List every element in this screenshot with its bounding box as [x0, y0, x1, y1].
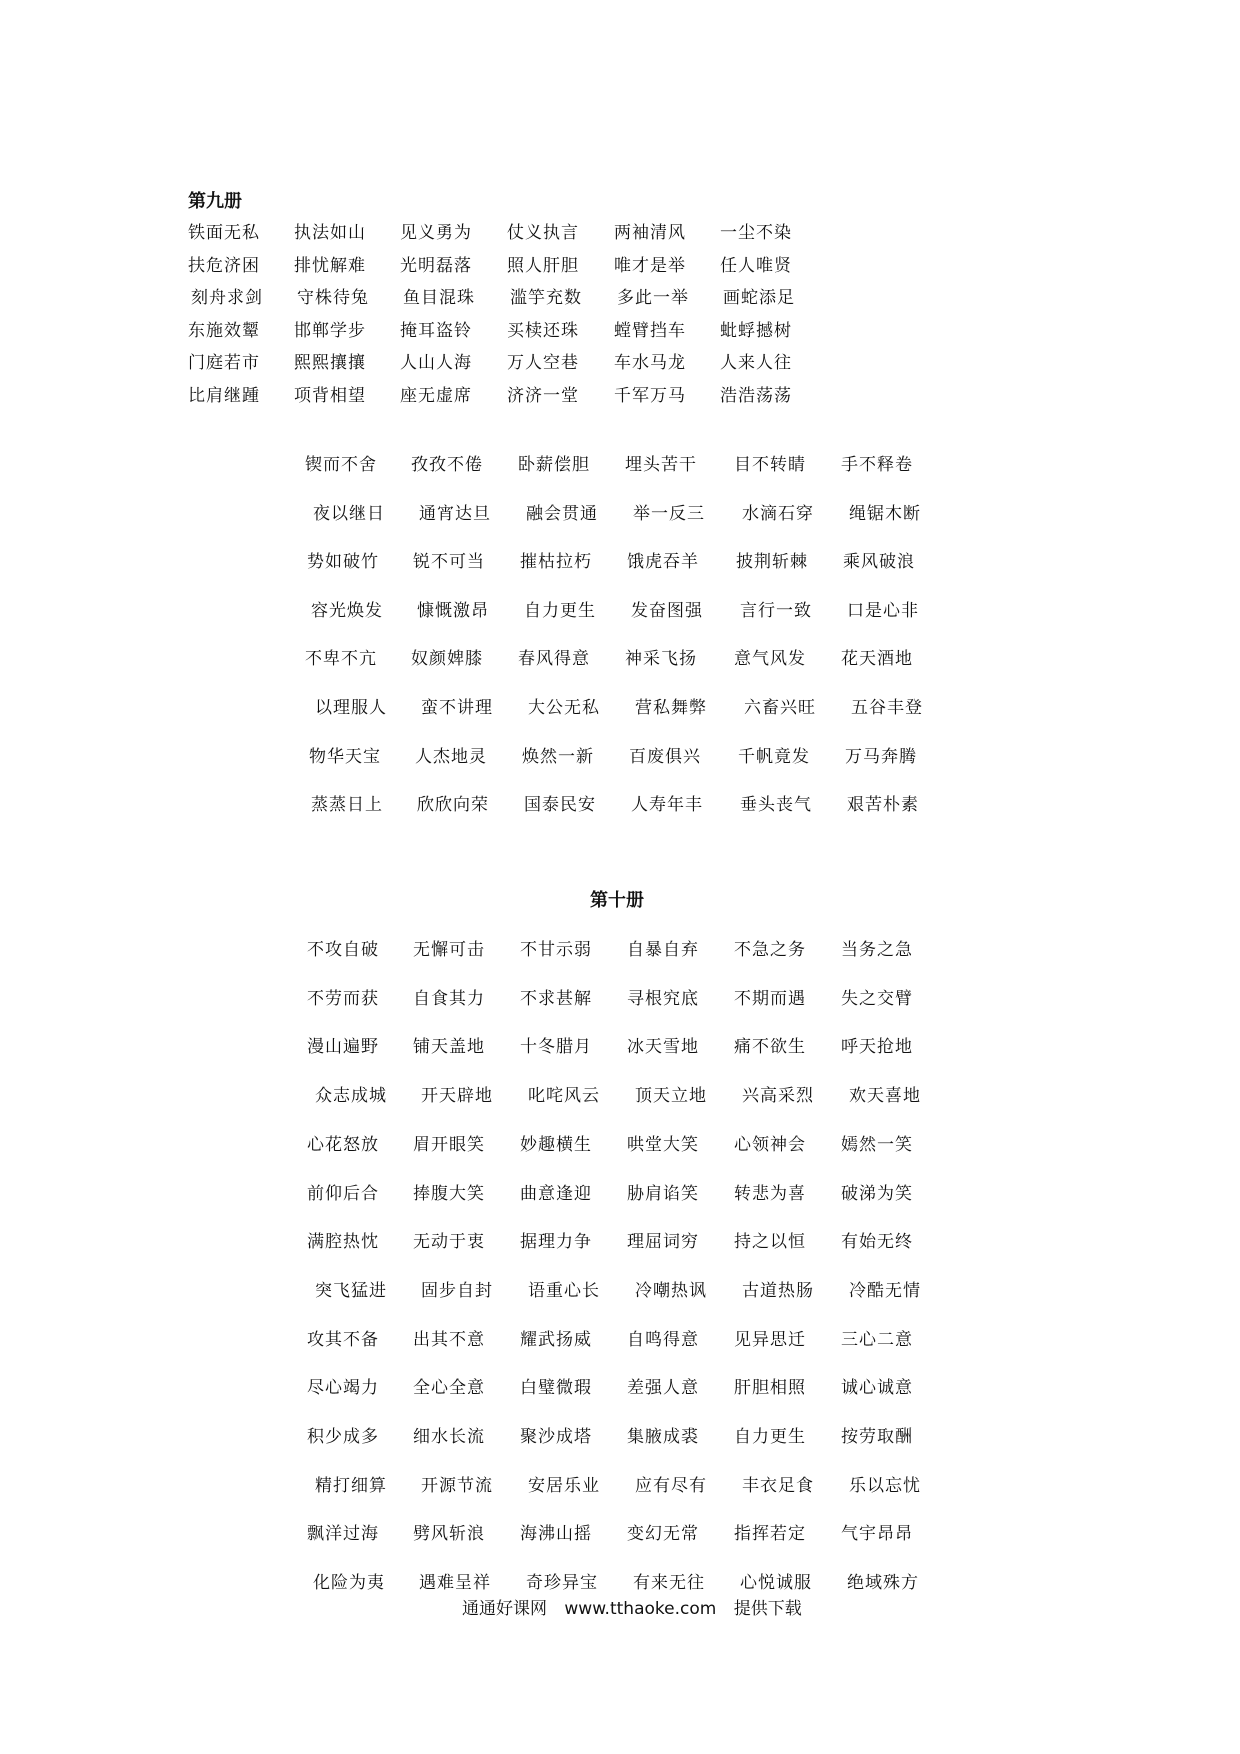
idiom-cell: 顶天立地 — [635, 1086, 707, 1107]
idiom-cell: 细水长流 — [413, 1427, 485, 1447]
idiom-cell: 自力更生 — [524, 600, 596, 621]
idiom-cell: 锲而不舍 — [305, 455, 377, 475]
idiom-cell: 埋头苦干 — [625, 455, 697, 475]
idiom-cell: 海沸山摇 — [520, 1524, 592, 1545]
idiom-cell: 锐不可当 — [413, 552, 485, 573]
idiom-cell: 冷酷无情 — [849, 1280, 921, 1301]
idiom-cell: 不攻自破 — [307, 940, 379, 960]
idiom-cell: 五谷丰登 — [851, 698, 923, 718]
idiom-cell: 嫣然一笑 — [841, 1134, 913, 1155]
idiom-cell: 哄堂大笑 — [627, 1134, 699, 1155]
idiom-cell: 自暴自弃 — [627, 940, 699, 960]
idiom-cell: 蛮不讲理 — [421, 698, 493, 718]
idiom-cell: 飘洋过海 — [307, 1524, 379, 1545]
idiom-cell: 口是心非 — [847, 600, 919, 621]
idiom-cell: 呼天抢地 — [841, 1037, 913, 1058]
idiom-cell: 丰衣足食 — [742, 1475, 814, 1496]
idiom-cell: 三心二意 — [841, 1329, 913, 1350]
idiom-cell: 心花怒放 — [307, 1134, 379, 1155]
idiom-cell: 心领神会 — [734, 1134, 806, 1155]
idiom-cell: 痛不欲生 — [734, 1037, 806, 1058]
idiom-cell: 饿虎吞羊 — [627, 552, 699, 573]
idiom-cell: 艰苦朴素 — [847, 795, 919, 816]
idiom-cell: 胁肩谄笑 — [627, 1183, 699, 1204]
idiom-cell: 垂头丧气 — [740, 795, 812, 816]
idiom-cell: 积少成多 — [307, 1427, 379, 1447]
idiom-cell: 国泰民安 — [524, 795, 596, 816]
idiom-cell: 人山人海 — [400, 353, 472, 374]
idiom-cell: 螳臂挡车 — [614, 320, 686, 341]
idiom-cell: 寻根究底 — [627, 988, 699, 1009]
idiom-cell: 应有尽有 — [635, 1475, 707, 1496]
idiom-cell: 物华天宝 — [309, 746, 381, 767]
idiom-cell: 摧枯拉朽 — [520, 552, 592, 573]
idiom-cell: 欣欣向荣 — [417, 795, 489, 816]
idiom-cell: 尽心竭力 — [307, 1378, 379, 1399]
idiom-cell: 不期而遇 — [734, 988, 806, 1009]
idiom-cell: 奴颜婢膝 — [411, 649, 483, 670]
idiom-cell: 不急之务 — [734, 940, 806, 960]
idiom-cell: 无懈可击 — [413, 940, 485, 960]
idiom-cell: 执法如山 — [294, 223, 366, 243]
idiom-cell: 营私舞弊 — [635, 698, 707, 718]
idiom-cell: 两袖清风 — [614, 223, 686, 243]
idiom-cell: 滥竽充数 — [510, 288, 582, 309]
idiom-cell: 自力更生 — [734, 1427, 806, 1447]
idiom-cell: 披荆斩棘 — [736, 552, 808, 573]
idiom-cell: 捧腹大笑 — [413, 1183, 485, 1204]
idiom-cell: 刻舟求剑 — [191, 288, 263, 309]
idiom-cell: 突飞猛进 — [315, 1280, 387, 1301]
idiom-cell: 遇难呈祥 — [419, 1573, 491, 1594]
idiom-cell: 万马奔腾 — [845, 746, 917, 767]
idiom-cell: 集腋成裘 — [627, 1427, 699, 1447]
idiom-cell: 兴高采烈 — [742, 1086, 814, 1107]
idiom-cell: 欢天喜地 — [849, 1086, 921, 1107]
idiom-cell: 势如破竹 — [307, 552, 379, 573]
idiom-cell: 大公无私 — [528, 698, 600, 718]
idiom-cell: 比肩继踵 — [188, 386, 260, 406]
idiom-cell: 项背相望 — [294, 386, 366, 406]
idiom-cell: 发奋图强 — [631, 600, 703, 621]
footer-note: 提供下载 — [733, 1599, 802, 1619]
idiom-cell: 全心全意 — [413, 1378, 485, 1399]
idiom-cell: 千帆竟发 — [738, 746, 810, 767]
idiom-cell: 任人唯贤 — [720, 255, 792, 276]
idiom-cell: 座无虚席 — [400, 386, 472, 406]
idiom-cell: 举一反三 — [633, 503, 705, 524]
idiom-cell: 见异思迁 — [734, 1329, 806, 1350]
idiom-cell: 焕然一新 — [522, 746, 594, 767]
idiom-cell: 白璧微瑕 — [520, 1378, 592, 1399]
idiom-cell: 妙趣横生 — [520, 1134, 592, 1155]
idiom-cell: 守株待兔 — [297, 288, 369, 309]
idiom-cell: 夜以继日 — [313, 503, 385, 524]
idiom-cell: 卧薪偿胆 — [518, 455, 590, 475]
idiom-cell: 按劳取酬 — [841, 1427, 913, 1447]
idiom-cell: 照人肝胆 — [507, 255, 579, 276]
idiom-cell: 漫山遍野 — [307, 1037, 379, 1058]
idiom-cell: 铺天盖地 — [413, 1037, 485, 1058]
idiom-cell: 多此一举 — [617, 288, 689, 309]
idiom-cell: 排忧解难 — [294, 255, 366, 276]
idiom-cell: 意气风发 — [734, 649, 806, 670]
idiom-cell: 耀武扬威 — [520, 1329, 592, 1350]
idiom-cell: 出其不意 — [413, 1329, 485, 1350]
idiom-cell: 劈风斩浪 — [413, 1524, 485, 1545]
idiom-cell: 十冬腊月 — [520, 1037, 592, 1058]
idiom-cell: 蒸蒸日上 — [311, 795, 383, 816]
idiom-cell: 冰天雪地 — [627, 1037, 699, 1058]
idiom-cell: 化险为夷 — [313, 1573, 385, 1594]
idiom-cell: 冷嘲热讽 — [635, 1280, 707, 1301]
idiom-cell: 画蛇添足 — [723, 288, 795, 309]
page-footer — [462, 1594, 814, 1619]
idiom-cell: 开天辟地 — [421, 1086, 493, 1107]
idiom-cell: 聚沙成塔 — [520, 1427, 592, 1447]
idiom-cell: 攻其不备 — [307, 1329, 379, 1350]
idiom-cell: 不甘示弱 — [520, 940, 592, 960]
idiom-cell: 满腔热忱 — [307, 1232, 379, 1253]
idiom-cell: 济济一堂 — [507, 386, 579, 406]
idiom-cell: 古道热肠 — [742, 1280, 814, 1301]
idiom-cell: 以理服人 — [315, 698, 387, 718]
idiom-cell: 花天酒地 — [841, 649, 913, 670]
idiom-cell: 精打细算 — [315, 1475, 387, 1496]
idiom-cell: 春风得意 — [518, 649, 590, 670]
idiom-cell: 破涕为笑 — [841, 1183, 913, 1204]
idiom-cell: 万人空巷 — [507, 353, 579, 374]
idiom-cell: 众志成城 — [315, 1086, 387, 1107]
footer-url: www.tthaoke.com — [564, 1599, 717, 1619]
idiom-cell: 神采飞扬 — [625, 649, 697, 670]
idiom-cell: 固步自封 — [421, 1280, 493, 1301]
idiom-cell: 手不释卷 — [841, 455, 913, 475]
idiom-cell: 眉开眼笑 — [413, 1134, 485, 1155]
idiom-cell: 变幻无常 — [627, 1524, 699, 1545]
idiom-cell: 目不转睛 — [734, 455, 806, 475]
idiom-cell: 孜孜不倦 — [411, 455, 483, 475]
idiom-cell: 有始无终 — [841, 1232, 913, 1253]
idiom-cell: 唯才是举 — [614, 255, 686, 276]
idiom-cell: 据理力争 — [520, 1232, 592, 1253]
idiom-cell: 诚心诚意 — [841, 1378, 913, 1399]
idiom-cell: 差强人意 — [627, 1378, 699, 1399]
idiom-cell: 绝域殊方 — [847, 1573, 919, 1594]
idiom-cell: 前仰后合 — [307, 1183, 379, 1204]
idiom-cell: 开源节流 — [421, 1475, 493, 1496]
idiom-cell: 慷慨激昂 — [417, 600, 489, 621]
idiom-cell: 浩浩荡荡 — [720, 386, 792, 406]
idiom-cell: 千军万马 — [614, 386, 686, 406]
book10-heading: 第十册 — [590, 890, 644, 911]
footer-site-name: 通通好课网 — [462, 1599, 547, 1619]
idiom-cell: 理屈词穷 — [627, 1232, 699, 1253]
idiom-cell: 六畜兴旺 — [744, 698, 816, 718]
idiom-cell: 熙熙攘攘 — [294, 353, 366, 374]
idiom-cell: 肝胆相照 — [734, 1378, 806, 1399]
idiom-cell: 心悦诚服 — [740, 1573, 812, 1594]
idiom-cell: 自鸣得意 — [627, 1329, 699, 1350]
idiom-cell: 指挥若定 — [734, 1524, 806, 1545]
idiom-cell: 不劳而获 — [307, 988, 379, 1009]
idiom-cell: 蚍蜉撼树 — [720, 320, 792, 341]
idiom-cell: 叱咤风云 — [528, 1086, 600, 1107]
idiom-cell: 奇珍异宝 — [526, 1573, 598, 1594]
idiom-cell: 车水马龙 — [614, 353, 686, 374]
idiom-cell: 转悲为喜 — [734, 1183, 806, 1204]
idiom-cell: 一尘不染 — [720, 223, 792, 243]
idiom-cell: 门庭若市 — [188, 353, 260, 374]
idiom-cell: 当务之急 — [841, 940, 913, 960]
idiom-cell: 失之交臂 — [841, 988, 913, 1009]
idiom-cell: 见义勇为 — [400, 223, 472, 243]
idiom-cell: 语重心长 — [528, 1280, 600, 1301]
idiom-cell: 东施效颦 — [188, 320, 260, 341]
idiom-cell: 扶危济困 — [188, 255, 260, 276]
idiom-cell: 不求甚解 — [520, 988, 592, 1009]
idiom-cell: 鱼目混珠 — [403, 288, 475, 309]
idiom-cell: 铁面无私 — [188, 223, 260, 243]
idiom-cell: 人寿年丰 — [631, 795, 703, 816]
idiom-cell: 买椟还珠 — [507, 320, 579, 341]
idiom-cell: 绳锯木断 — [849, 503, 921, 524]
idiom-cell: 安居乐业 — [528, 1475, 600, 1496]
idiom-cell: 百废俱兴 — [629, 746, 701, 767]
idiom-cell: 有来无往 — [633, 1573, 705, 1594]
idiom-cell: 掩耳盗铃 — [400, 320, 472, 341]
idiom-cell: 持之以恒 — [734, 1232, 806, 1253]
idiom-cell: 无动于衷 — [413, 1232, 485, 1253]
idiom-cell: 水滴石穿 — [742, 503, 814, 524]
idiom-cell: 容光焕发 — [311, 600, 383, 621]
idiom-cell: 乘风破浪 — [843, 552, 915, 573]
idiom-cell: 光明磊落 — [400, 255, 472, 276]
idiom-cell: 不卑不亢 — [305, 649, 377, 670]
idiom-cell: 仗义执言 — [507, 223, 579, 243]
idiom-cell: 乐以忘忧 — [849, 1475, 921, 1496]
idiom-cell: 气宇昂昂 — [841, 1524, 913, 1545]
book9-heading: 第九册 — [188, 191, 242, 212]
idiom-cell: 人杰地灵 — [415, 746, 487, 767]
idiom-cell: 人来人往 — [720, 353, 792, 374]
idiom-cell: 通宵达旦 — [419, 503, 491, 524]
idiom-cell: 言行一致 — [740, 600, 812, 621]
idiom-cell: 曲意逢迎 — [520, 1183, 592, 1204]
idiom-cell: 融会贯通 — [526, 503, 598, 524]
idiom-cell: 邯郸学步 — [294, 320, 366, 341]
idiom-cell: 自食其力 — [413, 988, 485, 1009]
